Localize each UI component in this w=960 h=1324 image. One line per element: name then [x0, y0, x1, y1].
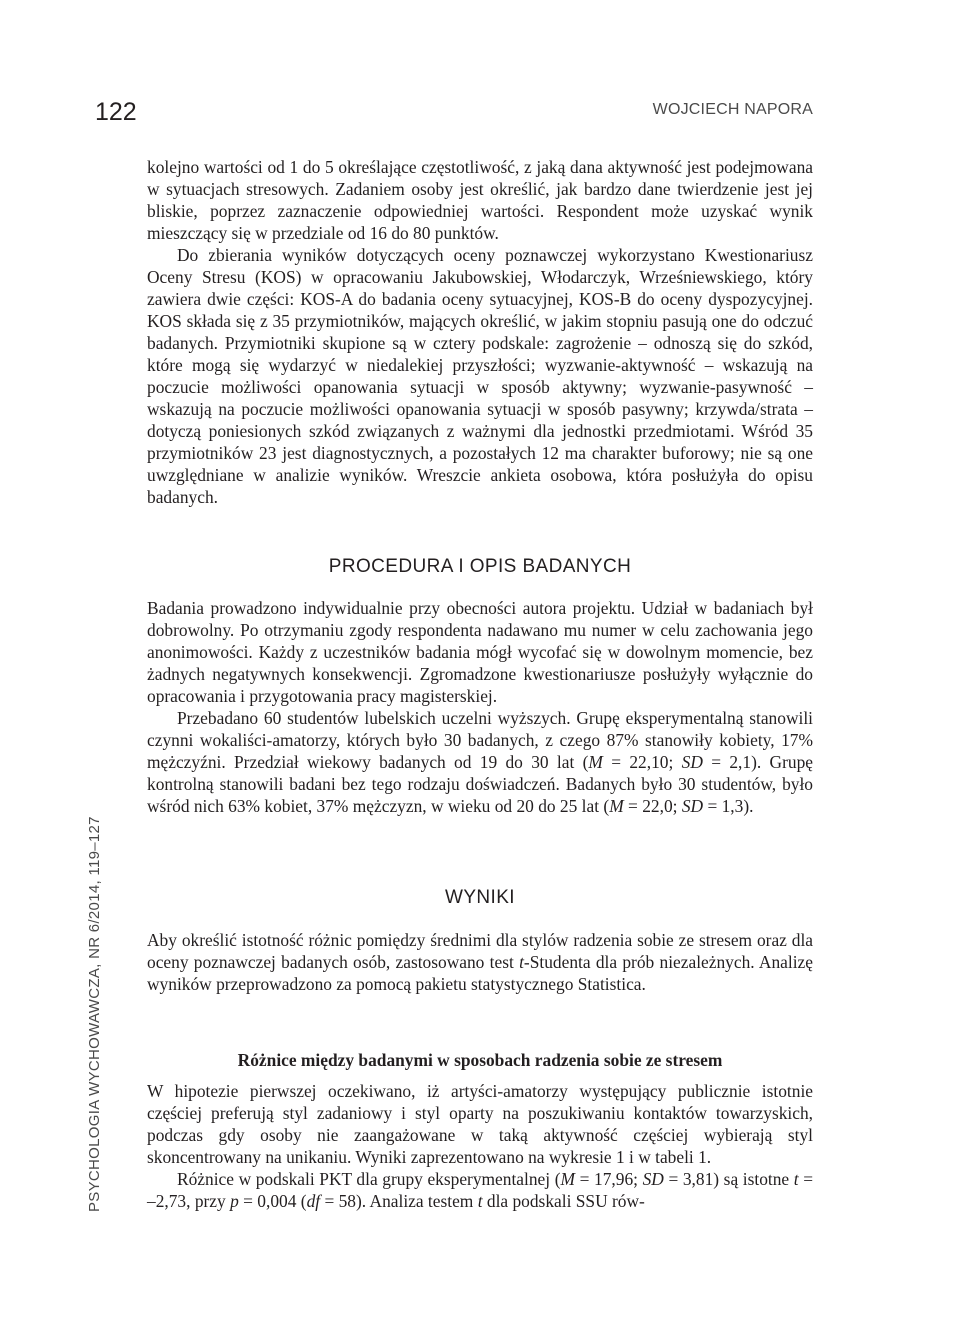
stat-symbol: t — [793, 1169, 799, 1189]
text-run: = 17,96; — [575, 1169, 643, 1189]
paragraph — [147, 929, 813, 995]
section-results-body — [147, 1080, 813, 1212]
text-run: Różnice w podskali PKT dla grupy eksperymentalnej ( — [177, 1169, 561, 1189]
text-run: = 3,81) są istotne — [663, 1169, 794, 1189]
text-run: = 0,004 ( — [238, 1191, 307, 1211]
stat-symbol: t — [477, 1191, 483, 1211]
subsection-heading: Różnice między badanymi w sposobach radzenia sobie ze stresem — [237, 1050, 723, 1070]
text-run: = 2,1). Grupę kontrolną stanowili badani bez tego rodzaju doświadczeń. Badanych było 30 studentów, było wśród nich 63% kobiet, 37% mężczyzn, w wieku od 20 do 25 lat ( — [147, 752, 814, 816]
paragraph: Badania prowadzono indywidualnie przy obecności autora projektu. Udział w badaniach był dobrowolny. Po otrzymaniu zgody respondenta nadawano mu numer w celu zachowania jego anonimowości. Każdy z uczestników badania mógł wycofać się w dowolnym momencie, bez żadnych negatywnych konsekwencji. Zgromadzone kwestionariusze posłużyły wyłącznie do opracowania i przygotowania pracy magisterskiej. — [147, 598, 813, 706]
stat-symbol: M — [609, 796, 624, 816]
stat-symbol: t — [519, 952, 524, 972]
stat-symbol: p — [230, 1191, 239, 1211]
stat-symbol: SD — [681, 752, 703, 772]
text-run: = 22,10; — [602, 752, 682, 772]
section-results-intro — [147, 929, 813, 995]
stat-symbol: SD — [681, 796, 704, 816]
section-procedure — [147, 597, 813, 817]
section-heading-procedure: PROCEDURA I OPIS BADANYCH — [328, 556, 632, 577]
paragraph: kolejno wartości od 1 do 5 określające częstotliwość, z jaką dana aktywność jest podejmowana w sytuacjach stresowych. Zadaniem osoby jest określić, jak bardzo dane twierdzenie jest jej bliskie, poprzez zaznaczenie odpowiedniej wartości. Respondent może uzyskać wynik mieszczący się w przedziale od 16 do 80 punktów. — [147, 157, 813, 243]
text-run: = 1,3). — [703, 796, 754, 816]
stat-symbol: M — [588, 752, 603, 772]
section-heading-results: WYNIKI — [445, 887, 515, 908]
running-head: WOJCIECH NAPORA — [652, 101, 813, 118]
stat-symbol: SD — [642, 1169, 664, 1189]
text-run: Aby określić istotność różnic pomiędzy średnimi dla stylów radzenia sobie ze stresem oraz dla oceny poznawczej badanych osób, zastosowano test — [147, 930, 813, 972]
paragraph: W hipotezie pierwszej oczekiwano, iż artyści-amatorzy występujący publicznie istotnie częściej preferują styl zadaniowy i styl oparty na poszukiwaniu kontaktów towarzyskich, podczas gdy osoby nie zaangażowane w taką aktywność częściej wybierają styl skoncentrowany na unikaniu. Wyniki zaprezentowano na wykresie 1 i w tabeli 1. — [147, 1081, 813, 1167]
text-run: = 22,0; — [623, 796, 682, 816]
text-run: -Studenta dla prób niezależnych. Analizę wyników przeprowadzono za pomocą pakietu statystycznego Statistica. — [147, 952, 813, 994]
text-run: = 58). Analiza testem — [320, 1191, 478, 1211]
paragraph — [147, 707, 813, 817]
page-number: 122 — [95, 98, 137, 126]
stat-symbol: M — [560, 1169, 575, 1189]
text-run: dla podskali SSU rów- — [482, 1191, 645, 1211]
stat-symbol: df — [306, 1191, 321, 1211]
paragraph: Do zbierania wyników dotyczących oceny poznawczej wykorzystano Kwestionariusz Oceny Stresu (KOS) w opracowaniu Jakubowskiej, Włodarczyk, Wrześniewskiego, który zawiera dwie części: KOS-A do badania oceny sytuacyjnej, KOS-B do oceny dyspozycyjnej. KOS składa się z 35 przymiotników, mających określić, w jakim stopniu pasują one do odczuć badanych. Przymiotniki skupione są w cztery podskale: zagrożenie – odnoszą się do szkód, które mogą się wydarzyć w niedalekiej przyszłości; wyzwanie-aktywność – wskazują na poczucie możliwości opanowania sytuacji w sposób aktywny; wyzwanie-pasywność – wskazują na poczucie możliwości opanowania sytuacji w sposób pasywny; krzywda/strata – dotyczą poniesionych szkód związanych z ważnymi dla jednostki przedmiotami. Wśród 35 przymiotników 23 jest diagnostycznych, a pozostałych 12 ma charakter buforowy; nie są one uwzględniane w analizie wyników. Wreszcie ankieta osobowa, która posłużyła do opisu badanych. — [147, 245, 813, 507]
text-run: = –2,73, przy — [147, 1169, 814, 1211]
paragraph — [147, 1168, 813, 1212]
section-intro — [147, 156, 813, 508]
side-journal-info: PSYCHOLOGIA WYCHOWAWCZA, NR 6/2014, 119–127 — [86, 816, 103, 1212]
text-run: Przebadano 60 studentów lubelskich uczelni wyższych. Grupę eksperymentalną stanowili czynni wokaliści-amatorzy, których było 30 badanych, z czego 87% stanowiły kobiety, 17% mężczyźni. Przedział wiekowy badanych od 19 do 30 lat ( — [147, 708, 813, 772]
